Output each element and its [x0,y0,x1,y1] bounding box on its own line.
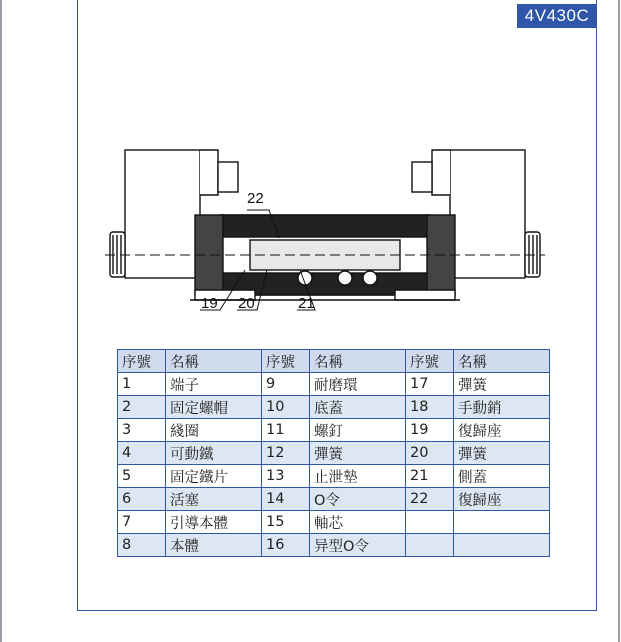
table-row [118,488,550,511]
callout-21: 21 [298,295,315,312]
part-name: 可動鐵 [166,442,262,465]
part-no: 6 [118,488,166,511]
table-row [118,396,550,419]
part-name: 復歸座 [454,488,550,511]
parts-table-header [118,350,550,373]
part-no: 13 [262,465,310,488]
part-name [454,534,550,557]
part-no: 19 [406,419,454,442]
part-no: 21 [406,465,454,488]
table-row [118,373,550,396]
part-name [454,511,550,534]
part-name: 止泄墊 [310,465,406,488]
part-name: O令 [310,488,406,511]
part-name: 底蓋 [310,396,406,419]
part-name: 引導本體 [166,511,262,534]
part-name: 手動銷 [454,396,550,419]
part-no: 5 [118,465,166,488]
part-no [406,511,454,534]
header-name: 名稱 [310,350,406,373]
left-coil-cap [200,150,218,195]
parts-table [117,349,550,557]
part-no: 14 [262,488,310,511]
table-row [118,465,550,488]
part-no: 9 [262,373,310,396]
part-name: 復歸座 [454,419,550,442]
part-no [406,534,454,557]
part-no: 4 [118,442,166,465]
header-name: 名稱 [166,350,262,373]
part-no: 8 [118,534,166,557]
part-name: 固定鐵片 [166,465,262,488]
callout-22: 22 [247,190,264,207]
part-no: 10 [262,396,310,419]
part-no: 1 [118,373,166,396]
part-no: 12 [262,442,310,465]
part-name: 固定螺帽 [166,396,262,419]
table-row [118,442,550,465]
part-no: 18 [406,396,454,419]
header-no: 序號 [406,350,454,373]
part-name: 异型O令 [310,534,406,557]
header-no: 序號 [262,350,310,373]
part-name: 螺釘 [310,419,406,442]
model-badge: 4V430C [517,4,597,28]
part-name: 端子 [166,373,262,396]
table-row [118,511,550,534]
table-row [118,419,550,442]
part-name: 耐磨環 [310,373,406,396]
callout-20: 20 [238,295,255,312]
left-coil [125,150,200,278]
part-no: 11 [262,419,310,442]
part-no: 20 [406,442,454,465]
part-no: 3 [118,419,166,442]
header-no: 序號 [118,350,166,373]
part-no: 7 [118,511,166,534]
part-name: 彈簧 [454,442,550,465]
part-no: 22 [406,488,454,511]
part-no: 16 [262,534,310,557]
part-name: 活塞 [166,488,262,511]
part-no: 17 [406,373,454,396]
part-no: 15 [262,511,310,534]
part-name: 彈簧 [310,442,406,465]
part-name: 側蓋 [454,465,550,488]
table-row [118,534,550,557]
part-no: 2 [118,396,166,419]
right-coil [450,150,525,278]
page-left-rule [0,0,2,642]
part-name: 本體 [166,534,262,557]
part-name: 軸芯 [310,511,406,534]
header-name: 名稱 [454,350,550,373]
page-right-rule [618,0,620,642]
right-coil-cap [432,150,450,195]
valve-cross-section-drawing [100,140,550,320]
part-name: 彈簧 [454,373,550,396]
part-name: 綫圈 [166,419,262,442]
callout-19: 19 [201,295,218,312]
